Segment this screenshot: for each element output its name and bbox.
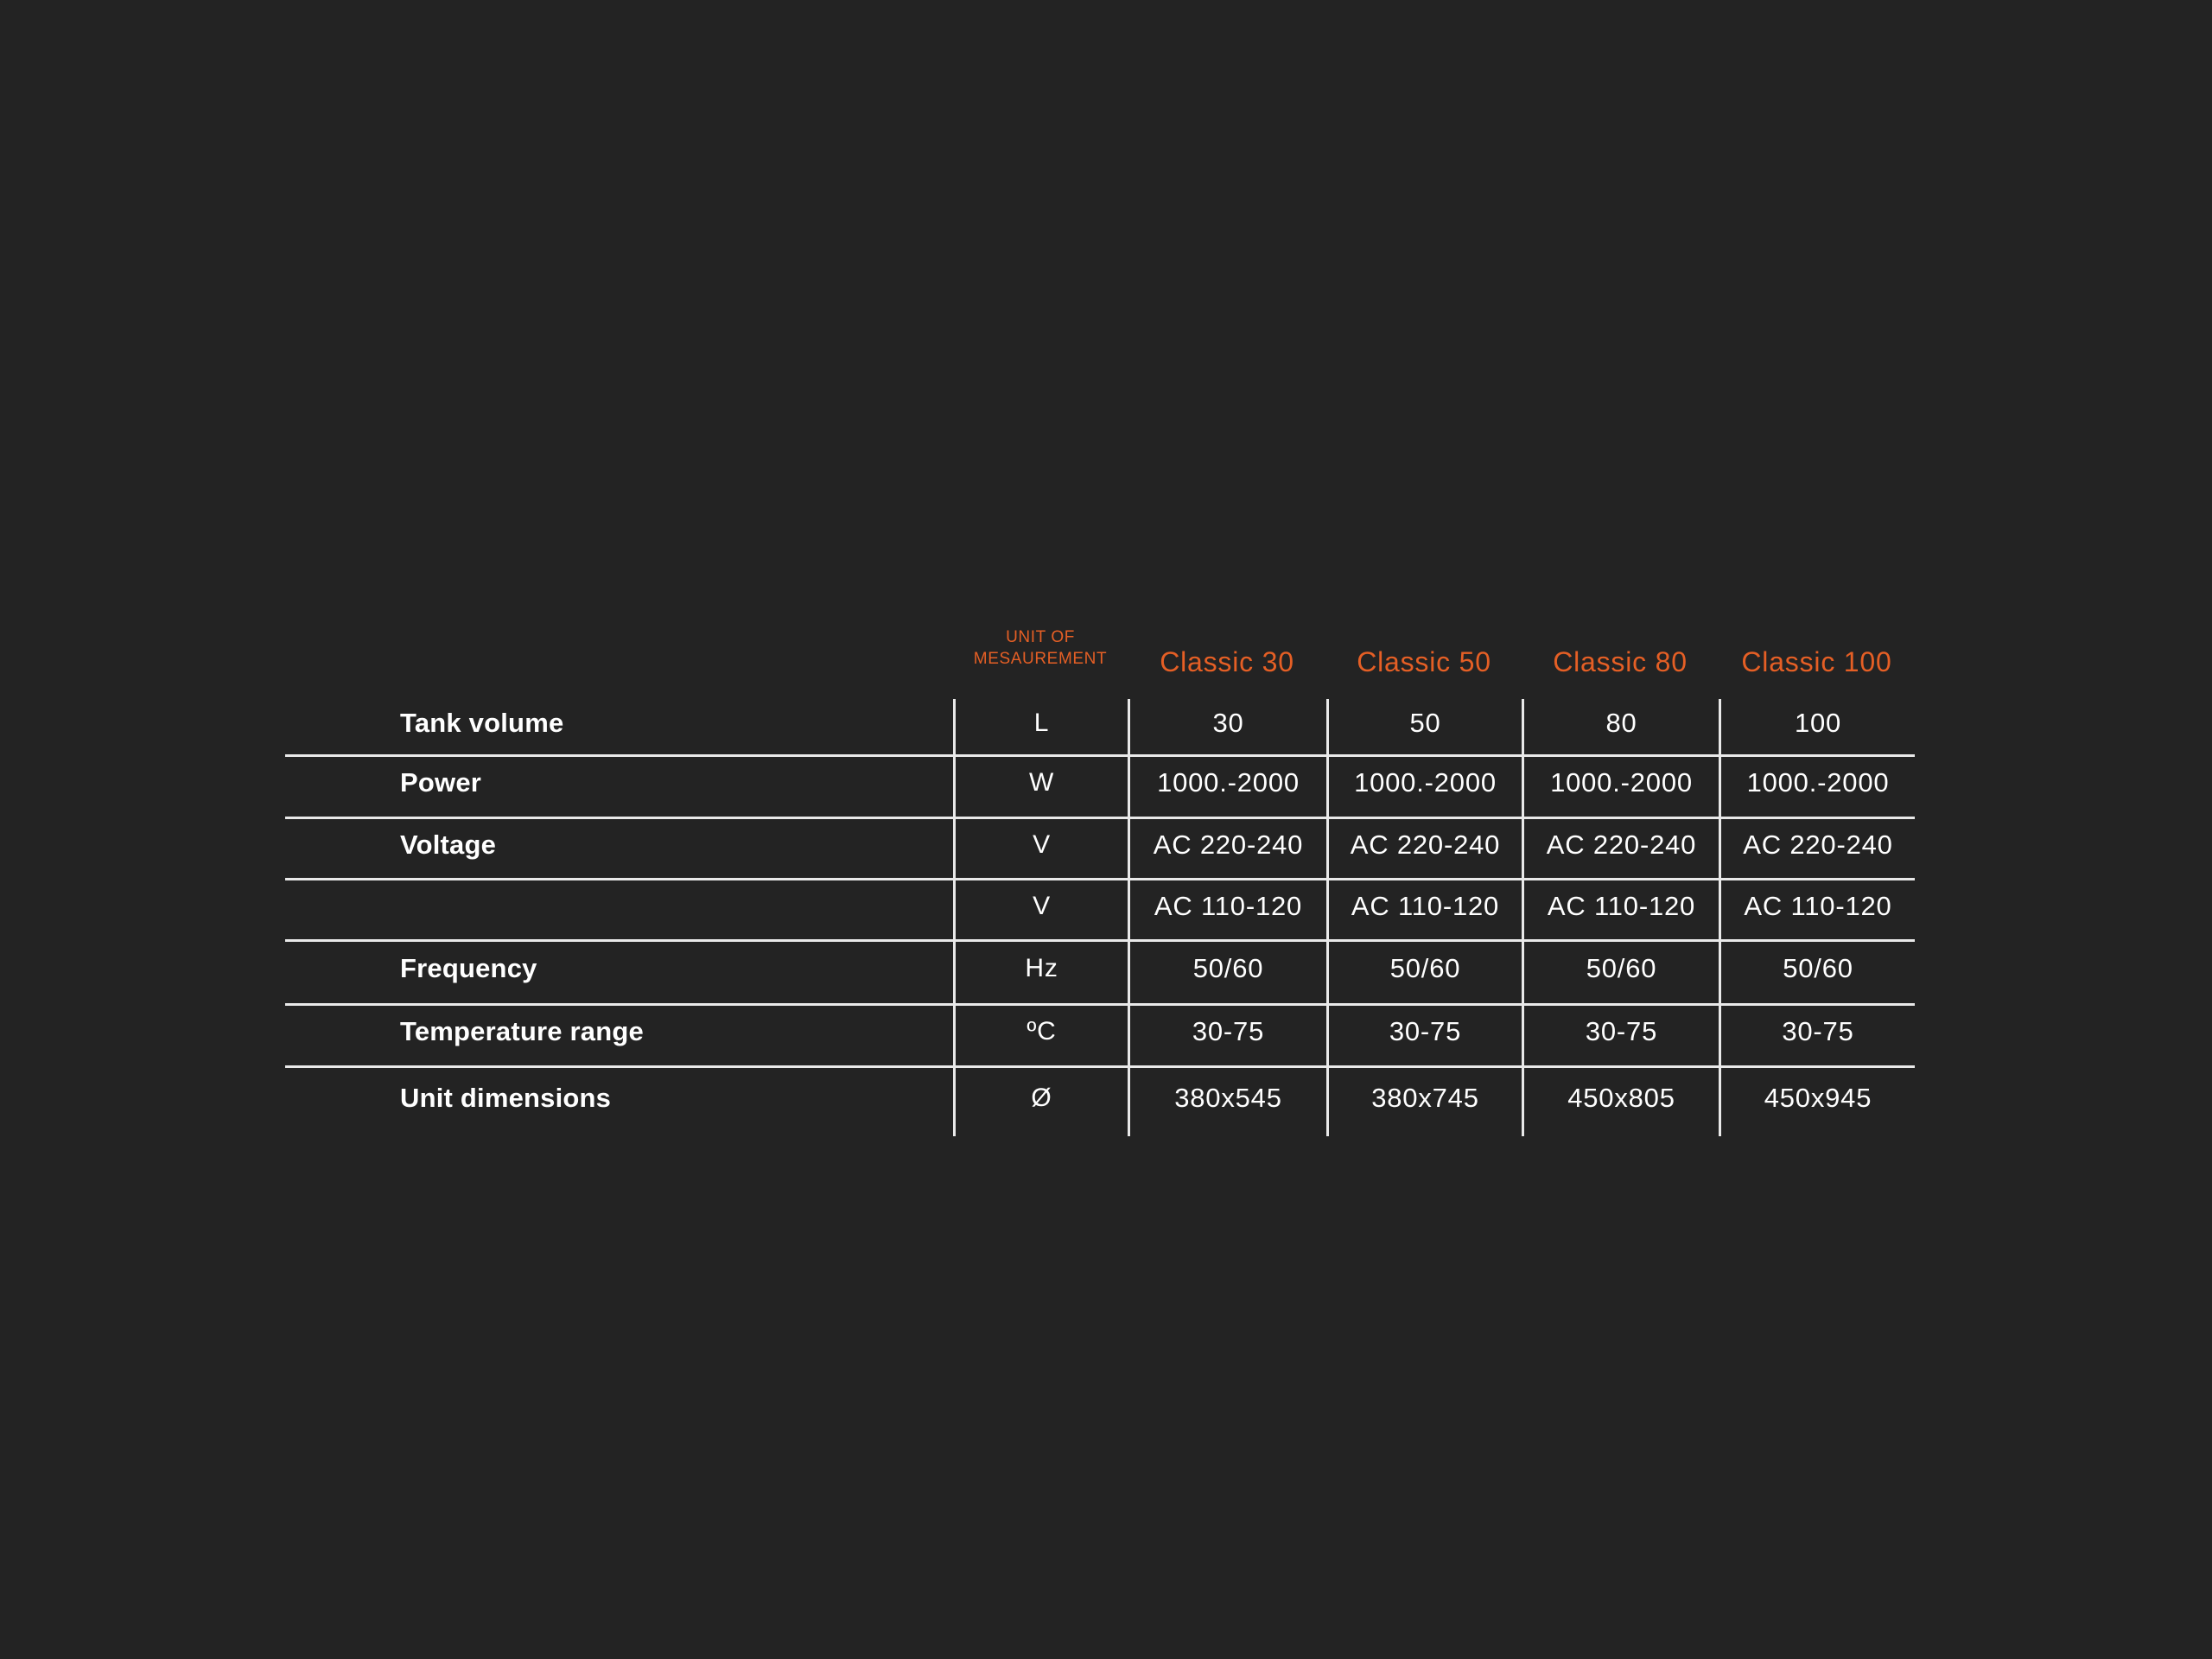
value-cell: AC 110-120: [1719, 880, 1915, 939]
column-header-classic-80: Classic 80: [1553, 646, 1688, 678]
table-row-voltage-110: [285, 880, 1915, 942]
table-row-power: [285, 757, 1915, 819]
column-header-classic-30: Classic 30: [1160, 646, 1294, 678]
value-cell: AC 220-240: [1719, 819, 1915, 878]
value-cell: 1000.-2000: [1522, 757, 1719, 817]
value-cell: 50/60: [1522, 942, 1719, 1003]
value-cell: 450x945: [1719, 1068, 1915, 1136]
value-cell: 1000.-2000: [1326, 757, 1522, 817]
value-cell: 30: [1128, 699, 1326, 754]
value-cell: 30-75: [1522, 1006, 1719, 1065]
value-cell: 450x805: [1522, 1068, 1719, 1136]
spec-table: [285, 627, 1915, 1136]
unit-cell: Hz: [953, 942, 1128, 1003]
unit-cell: ºC: [953, 1006, 1128, 1065]
table-row-frequency: [285, 942, 1915, 1006]
value-cell: 50/60: [1326, 942, 1522, 1003]
unit-cell: V: [953, 819, 1128, 878]
value-cell: 30-75: [1326, 1006, 1522, 1065]
row-label: Unit dimensions: [400, 1083, 612, 1113]
value-cell: 50/60: [1128, 942, 1326, 1003]
value-cell: 30-75: [1128, 1006, 1326, 1065]
column-header-classic-50: Classic 50: [1357, 646, 1491, 678]
value-cell: 380x745: [1326, 1068, 1522, 1136]
value-cell: AC 220-240: [1128, 819, 1326, 878]
table-row-voltage: [285, 819, 1915, 880]
row-label: Tank volume: [400, 707, 564, 738]
value-cell: AC 110-120: [1522, 880, 1719, 939]
column-header-classic-100: Classic 100: [1741, 646, 1892, 678]
value-cell: AC 110-120: [1128, 880, 1326, 939]
table-header-row: [285, 627, 1915, 699]
value-cell: 50/60: [1719, 942, 1915, 1003]
row-label: Temperature range: [400, 1016, 644, 1046]
value-cell: 30-75: [1719, 1006, 1915, 1065]
unit-header-line1: UNIT OF: [1006, 628, 1075, 646]
value-cell: 50: [1326, 699, 1522, 754]
value-cell: AC 220-240: [1326, 819, 1522, 878]
row-label: Voltage: [400, 829, 497, 860]
row-label: Power: [400, 767, 482, 798]
unit-cell: V: [953, 880, 1128, 939]
table-body: [285, 699, 1915, 1136]
unit-of-measurement-header: [953, 627, 1128, 701]
table-row-tank-volume: [285, 699, 1915, 757]
unit-cell: W: [953, 757, 1128, 817]
unit-cell: Ø: [953, 1068, 1128, 1136]
row-label: [285, 880, 953, 939]
value-cell: 380x545: [1128, 1068, 1326, 1136]
table-row-unit-dimensions: [285, 1068, 1915, 1136]
value-cell: AC 110-120: [1326, 880, 1522, 939]
value-cell: 1000.-2000: [1719, 757, 1915, 817]
value-cell: 100: [1719, 699, 1915, 754]
table-row-temperature-range: [285, 1006, 1915, 1068]
row-label: Frequency: [400, 953, 537, 983]
unit-header-line2: MESAUREMENT: [973, 649, 1108, 668]
value-cell: 1000.-2000: [1128, 757, 1326, 817]
value-cell: AC 220-240: [1522, 819, 1719, 878]
unit-cell: L: [953, 699, 1128, 754]
value-cell: 80: [1522, 699, 1719, 754]
